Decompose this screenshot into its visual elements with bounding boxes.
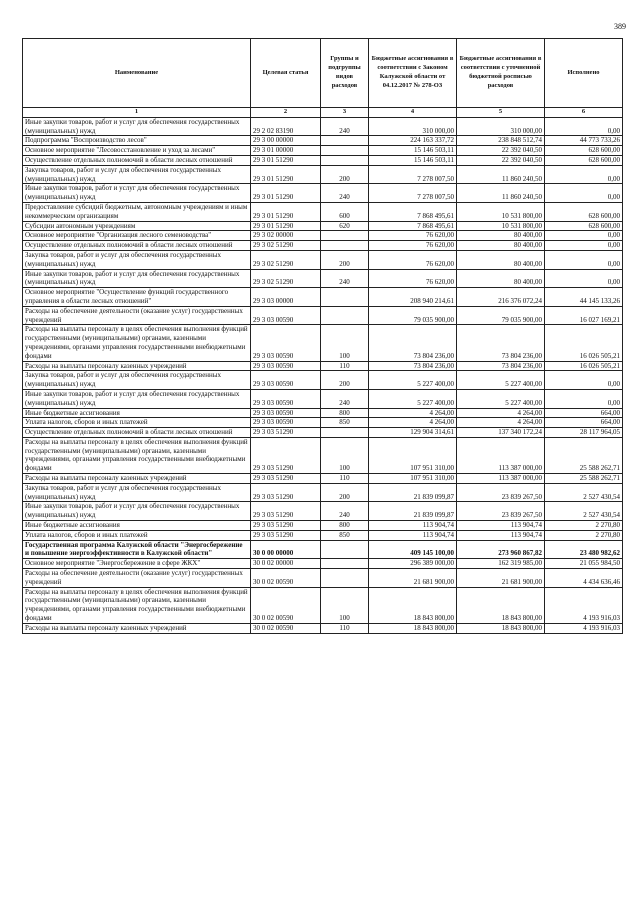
row-expense-group: 850 bbox=[321, 418, 369, 428]
header-executed: Исполнено bbox=[545, 39, 623, 108]
row-executed: 0,00 bbox=[545, 231, 623, 241]
row-target-article: 29 3 03 00590 bbox=[251, 306, 321, 325]
column-index: 1 bbox=[23, 108, 251, 118]
row-executed: 4 193 916,03 bbox=[545, 587, 623, 623]
row-expense-group bbox=[321, 231, 369, 241]
row-executed: 2 270,80 bbox=[545, 521, 623, 531]
row-expense-group: 240 bbox=[321, 502, 369, 521]
row-law-allocation: 296 389 000,00 bbox=[369, 559, 457, 569]
row-law-allocation: 409 145 100,00 bbox=[369, 540, 457, 559]
row-refined-allocation: 310 000,00 bbox=[457, 117, 545, 136]
row-target-article: 30 0 02 00590 bbox=[251, 569, 321, 588]
row-executed: 2 270,80 bbox=[545, 530, 623, 540]
table-row bbox=[23, 437, 623, 473]
row-target-article: 29 3 01 51290 bbox=[251, 202, 321, 221]
row-law-allocation: 4 264,00 bbox=[369, 408, 457, 418]
column-index: 2 bbox=[251, 108, 321, 118]
row-expense-group: 110 bbox=[321, 361, 369, 371]
table-row bbox=[23, 389, 623, 408]
row-name: Основное мероприятие "Лесовосстановление и уход за лесами" bbox=[23, 146, 251, 156]
row-executed: 0,00 bbox=[545, 371, 623, 390]
row-expense-group bbox=[321, 146, 369, 156]
row-refined-allocation: 23 839 267,50 bbox=[457, 483, 545, 502]
table-row bbox=[23, 483, 623, 502]
row-name: Иные бюджетные ассигнования bbox=[23, 408, 251, 418]
row-name: Осуществление отдельных полномочий в области лесных отношений bbox=[23, 155, 251, 165]
row-refined-allocation: 113 387 000,00 bbox=[457, 474, 545, 484]
row-executed: 25 588 262,71 bbox=[545, 437, 623, 473]
row-refined-allocation: 73 804 236,00 bbox=[457, 361, 545, 371]
table-row bbox=[23, 202, 623, 221]
row-expense-group bbox=[321, 136, 369, 146]
row-name: Расходы на выплаты персоналу в целях обеспечения выполнения функций государственными (муниципальными) органами, казенными учреждениями, органами управления государственными внебюджетными фондами bbox=[23, 587, 251, 623]
row-executed: 25 588 262,71 bbox=[545, 474, 623, 484]
row-target-article: 29 3 03 51290 bbox=[251, 502, 321, 521]
row-expense-group bbox=[321, 155, 369, 165]
row-refined-allocation: 79 035 900,00 bbox=[457, 306, 545, 325]
row-expense-group: 800 bbox=[321, 408, 369, 418]
row-expense-group: 240 bbox=[321, 184, 369, 203]
row-law-allocation: 21 681 900,00 bbox=[369, 569, 457, 588]
row-executed: 4 193 916,03 bbox=[545, 623, 623, 633]
table-row bbox=[23, 408, 623, 418]
row-law-allocation: 7 868 495,61 bbox=[369, 221, 457, 231]
row-name: Уплата налогов, сборов и иных платежей bbox=[23, 418, 251, 428]
row-expense-group bbox=[321, 306, 369, 325]
row-expense-group: 800 bbox=[321, 521, 369, 531]
row-expense-group: 850 bbox=[321, 530, 369, 540]
row-name: Иные закупки товаров, работ и услуг для обеспечения государственных (муниципальных) нужд bbox=[23, 269, 251, 288]
row-name: Расходы на выплаты персоналу казенных учреждений bbox=[23, 361, 251, 371]
table-row bbox=[23, 136, 623, 146]
row-expense-group: 110 bbox=[321, 623, 369, 633]
row-target-article: 29 3 01 51290 bbox=[251, 221, 321, 231]
table-row bbox=[23, 474, 623, 484]
row-law-allocation: 79 035 900,00 bbox=[369, 306, 457, 325]
row-expense-group: 100 bbox=[321, 437, 369, 473]
row-executed: 28 117 964,05 bbox=[545, 428, 623, 438]
row-expense-group: 620 bbox=[321, 221, 369, 231]
table-row bbox=[23, 288, 623, 307]
row-law-allocation: 21 839 099,87 bbox=[369, 483, 457, 502]
table-row bbox=[23, 559, 623, 569]
row-target-article: 29 3 01 51290 bbox=[251, 155, 321, 165]
column-index: 6 bbox=[545, 108, 623, 118]
row-target-article: 30 0 00 00000 bbox=[251, 540, 321, 559]
row-executed: 664,00 bbox=[545, 418, 623, 428]
row-target-article: 29 3 03 51290 bbox=[251, 428, 321, 438]
row-law-allocation: 107 951 310,00 bbox=[369, 474, 457, 484]
row-target-article: 29 3 00 00000 bbox=[251, 136, 321, 146]
row-expense-group: 600 bbox=[321, 202, 369, 221]
table-row bbox=[23, 184, 623, 203]
row-name: Предоставление субсидий бюджетным, автономным учреждениям и иным некоммерческим организациям bbox=[23, 202, 251, 221]
table-row bbox=[23, 155, 623, 165]
row-executed: 0,00 bbox=[545, 241, 623, 251]
column-index: 5 bbox=[457, 108, 545, 118]
row-name: Осуществление отдельных полномочий в области лесных отношений bbox=[23, 428, 251, 438]
row-target-article: 29 3 01 51290 bbox=[251, 184, 321, 203]
row-executed: 44 773 733,26 bbox=[545, 136, 623, 146]
row-refined-allocation: 23 839 267,50 bbox=[457, 502, 545, 521]
table-row bbox=[23, 587, 623, 623]
row-target-article: 29 3 03 00590 bbox=[251, 325, 321, 361]
row-executed: 0,00 bbox=[545, 184, 623, 203]
row-law-allocation: 7 868 495,61 bbox=[369, 202, 457, 221]
row-name: Иные закупки товаров, работ и услуг для обеспечения государственных (муниципальных) нужд bbox=[23, 389, 251, 408]
row-refined-allocation: 80 400,00 bbox=[457, 231, 545, 241]
table-row bbox=[23, 165, 623, 184]
table-row bbox=[23, 250, 623, 269]
row-refined-allocation: 5 227 400,00 bbox=[457, 389, 545, 408]
row-name: Закупка товаров, работ и услуг для обеспечения государственных (муниципальных) нужд bbox=[23, 250, 251, 269]
header-law-allocations: Бюджетные ассигнования в соответствии с Законом Калужской области от 04.12.2017 № 278-ОЗ bbox=[369, 39, 457, 108]
row-name: Расходы на выплаты персоналу казенных учреждений bbox=[23, 623, 251, 633]
row-law-allocation: 15 146 503,11 bbox=[369, 155, 457, 165]
row-name: Закупка товаров, работ и услуг для обеспечения государственных (муниципальных) нужд bbox=[23, 483, 251, 502]
row-target-article: 29 2 02 83190 bbox=[251, 117, 321, 136]
row-refined-allocation: 5 227 400,00 bbox=[457, 371, 545, 390]
row-expense-group: 200 bbox=[321, 371, 369, 390]
row-executed: 21 055 984,50 bbox=[545, 559, 623, 569]
row-expense-group bbox=[321, 559, 369, 569]
table-row bbox=[23, 521, 623, 531]
row-name: Закупка товаров, работ и услуг для обеспечения государственных (муниципальных) нужд bbox=[23, 165, 251, 184]
table-row bbox=[23, 530, 623, 540]
row-refined-allocation: 18 843 800,00 bbox=[457, 587, 545, 623]
row-executed: 628 600,00 bbox=[545, 221, 623, 231]
row-target-article: 29 3 02 00000 bbox=[251, 231, 321, 241]
row-executed: 2 527 430,54 bbox=[545, 483, 623, 502]
row-law-allocation: 76 620,00 bbox=[369, 250, 457, 269]
row-refined-allocation: 113 904,74 bbox=[457, 530, 545, 540]
row-law-allocation: 76 620,00 bbox=[369, 269, 457, 288]
row-expense-group bbox=[321, 569, 369, 588]
row-refined-allocation: 238 848 512,74 bbox=[457, 136, 545, 146]
table-row bbox=[23, 117, 623, 136]
row-executed: 0,00 bbox=[545, 117, 623, 136]
row-name: Закупка товаров, работ и услуг для обеспечения государственных (муниципальных) нужд bbox=[23, 371, 251, 390]
header-target-article: Целевая статья bbox=[251, 39, 321, 108]
row-name: Расходы на обеспечение деятельности (оказание услуг) государственных учреждений bbox=[23, 569, 251, 588]
row-name: Осуществление отдельных полномочий в области лесных отношений bbox=[23, 241, 251, 251]
row-refined-allocation: 113 904,74 bbox=[457, 521, 545, 531]
row-executed: 0,00 bbox=[545, 165, 623, 184]
page-number: 389 bbox=[614, 22, 626, 31]
row-name: Расходы на обеспечение деятельности (оказание услуг) государственных учреждений bbox=[23, 306, 251, 325]
row-refined-allocation: 10 531 800,00 bbox=[457, 221, 545, 231]
row-name: Иные бюджетные ассигнования bbox=[23, 521, 251, 531]
table-row bbox=[23, 502, 623, 521]
row-target-article: 29 3 03 00590 bbox=[251, 371, 321, 390]
row-refined-allocation: 10 531 800,00 bbox=[457, 202, 545, 221]
row-law-allocation: 76 620,00 bbox=[369, 231, 457, 241]
row-law-allocation: 113 904,74 bbox=[369, 521, 457, 531]
row-refined-allocation: 22 392 040,50 bbox=[457, 146, 545, 156]
row-refined-allocation: 11 860 240,50 bbox=[457, 184, 545, 203]
row-expense-group: 240 bbox=[321, 117, 369, 136]
table-row bbox=[23, 418, 623, 428]
row-law-allocation: 18 843 800,00 bbox=[369, 623, 457, 633]
row-target-article: 30 0 02 00590 bbox=[251, 587, 321, 623]
row-law-allocation: 5 227 400,00 bbox=[369, 371, 457, 390]
column-index-row bbox=[23, 108, 623, 118]
header-refined-allocations: Бюджетные ассигнования в соответствии с уточненной бюджетной росписью расходов bbox=[457, 39, 545, 108]
table-row bbox=[23, 231, 623, 241]
row-law-allocation: 76 620,00 bbox=[369, 241, 457, 251]
row-name: Иные закупки товаров, работ и услуг для обеспечения государственных (муниципальных) нужд bbox=[23, 117, 251, 136]
table-row bbox=[23, 325, 623, 361]
row-law-allocation: 73 804 236,00 bbox=[369, 325, 457, 361]
row-executed: 0,00 bbox=[545, 250, 623, 269]
table-row bbox=[23, 221, 623, 231]
row-refined-allocation: 73 804 236,00 bbox=[457, 325, 545, 361]
row-name: Уплата налогов, сборов и иных платежей bbox=[23, 530, 251, 540]
row-expense-group: 100 bbox=[321, 587, 369, 623]
row-executed: 628 600,00 bbox=[545, 146, 623, 156]
row-name: Иные закупки товаров, работ и услуг для обеспечения государственных (муниципальных) нужд bbox=[23, 184, 251, 203]
table-row bbox=[23, 623, 623, 633]
row-executed: 664,00 bbox=[545, 408, 623, 418]
row-law-allocation: 224 163 337,72 bbox=[369, 136, 457, 146]
row-executed: 2 527 430,54 bbox=[545, 502, 623, 521]
row-executed: 0,00 bbox=[545, 269, 623, 288]
row-expense-group bbox=[321, 428, 369, 438]
row-name: Подпрограмма "Воспроизводство лесов" bbox=[23, 136, 251, 146]
row-law-allocation: 15 146 503,11 bbox=[369, 146, 457, 156]
row-target-article: 29 3 03 51290 bbox=[251, 521, 321, 531]
row-expense-group: 200 bbox=[321, 165, 369, 184]
row-target-article: 30 0 02 00590 bbox=[251, 623, 321, 633]
row-refined-allocation: 18 843 800,00 bbox=[457, 623, 545, 633]
table-header-row bbox=[23, 39, 623, 108]
row-law-allocation: 73 804 236,00 bbox=[369, 361, 457, 371]
row-executed: 0,00 bbox=[545, 389, 623, 408]
row-executed: 23 480 982,62 bbox=[545, 540, 623, 559]
row-target-article: 29 3 03 00590 bbox=[251, 361, 321, 371]
column-index: 4 bbox=[369, 108, 457, 118]
row-refined-allocation: 4 264,00 bbox=[457, 408, 545, 418]
row-expense-group: 240 bbox=[321, 269, 369, 288]
row-name: Расходы на выплаты персоналу казенных учреждений bbox=[23, 474, 251, 484]
row-executed: 16 026 505,21 bbox=[545, 361, 623, 371]
table-row bbox=[23, 371, 623, 390]
column-index: 3 bbox=[321, 108, 369, 118]
row-law-allocation: 18 843 800,00 bbox=[369, 587, 457, 623]
row-target-article: 29 3 03 51290 bbox=[251, 483, 321, 502]
row-law-allocation: 21 839 099,87 bbox=[369, 502, 457, 521]
row-expense-group: 240 bbox=[321, 389, 369, 408]
table-row bbox=[23, 241, 623, 251]
row-expense-group bbox=[321, 288, 369, 307]
row-refined-allocation: 80 400,00 bbox=[457, 269, 545, 288]
row-target-article: 29 3 03 51290 bbox=[251, 474, 321, 484]
row-refined-allocation: 80 400,00 bbox=[457, 250, 545, 269]
table-body bbox=[23, 117, 623, 633]
row-expense-group: 110 bbox=[321, 474, 369, 484]
row-law-allocation: 5 227 400,00 bbox=[369, 389, 457, 408]
row-law-allocation: 129 904 314,61 bbox=[369, 428, 457, 438]
row-executed: 628 600,00 bbox=[545, 202, 623, 221]
row-name: Расходы на выплаты персоналу в целях обеспечения выполнения функций государственными (муниципальными) органами, казенными учреждениями, органами управления государственными внебюджетными фондами bbox=[23, 437, 251, 473]
row-law-allocation: 113 904,74 bbox=[369, 530, 457, 540]
row-expense-group bbox=[321, 540, 369, 559]
header-name: Наименование bbox=[23, 39, 251, 108]
table-row bbox=[23, 540, 623, 559]
row-expense-group bbox=[321, 241, 369, 251]
row-target-article: 29 3 03 00590 bbox=[251, 408, 321, 418]
row-refined-allocation: 273 960 867,82 bbox=[457, 540, 545, 559]
row-refined-allocation: 137 340 172,24 bbox=[457, 428, 545, 438]
row-name: Иные закупки товаров, работ и услуг для обеспечения государственных (муниципальных) нужд bbox=[23, 502, 251, 521]
row-name: Расходы на выплаты персоналу в целях обеспечения выполнения функций государственными (муниципальными) органами, казенными учреждениями, органами управления государственными внебюджетными фондами bbox=[23, 325, 251, 361]
row-law-allocation: 4 264,00 bbox=[369, 418, 457, 428]
table-row bbox=[23, 428, 623, 438]
row-target-article: 29 3 03 51290 bbox=[251, 530, 321, 540]
row-refined-allocation: 11 860 240,50 bbox=[457, 165, 545, 184]
row-target-article: 29 3 02 51290 bbox=[251, 241, 321, 251]
row-target-article: 29 3 03 51290 bbox=[251, 437, 321, 473]
row-law-allocation: 310 000,00 bbox=[369, 117, 457, 136]
table-row bbox=[23, 146, 623, 156]
row-expense-group: 200 bbox=[321, 483, 369, 502]
row-refined-allocation: 113 387 000,00 bbox=[457, 437, 545, 473]
budget-execution-table bbox=[22, 38, 623, 634]
row-target-article: 29 3 03 00590 bbox=[251, 389, 321, 408]
row-executed: 16 026 505,21 bbox=[545, 325, 623, 361]
row-target-article: 29 3 03 00590 bbox=[251, 418, 321, 428]
table-row bbox=[23, 269, 623, 288]
row-name: Государственная программа Калужской области "Энергосбережение и повышение энергоэффективности в Калужской области" bbox=[23, 540, 251, 559]
row-name: Основное мероприятие "Осуществление функций государственного управления в области лесных отношений" bbox=[23, 288, 251, 307]
row-refined-allocation: 80 400,00 bbox=[457, 241, 545, 251]
row-executed: 4 434 636,46 bbox=[545, 569, 623, 588]
row-refined-allocation: 162 319 985,00 bbox=[457, 559, 545, 569]
row-name: Основное мероприятие "Организация лесного семеноводства" bbox=[23, 231, 251, 241]
row-law-allocation: 7 278 007,50 bbox=[369, 184, 457, 203]
row-name: Субсидии автономным учреждениям bbox=[23, 221, 251, 231]
row-name: Основное мероприятие "Энергосбережение в сфере ЖКХ" bbox=[23, 559, 251, 569]
row-expense-group: 100 bbox=[321, 325, 369, 361]
row-refined-allocation: 4 264,00 bbox=[457, 418, 545, 428]
row-target-article: 29 3 02 51290 bbox=[251, 250, 321, 269]
row-executed: 44 145 133,26 bbox=[545, 288, 623, 307]
row-law-allocation: 208 940 214,61 bbox=[369, 288, 457, 307]
row-law-allocation: 107 951 310,00 bbox=[369, 437, 457, 473]
table-row bbox=[23, 306, 623, 325]
row-target-article: 29 3 03 00000 bbox=[251, 288, 321, 307]
row-law-allocation: 7 278 007,50 bbox=[369, 165, 457, 184]
table-row bbox=[23, 361, 623, 371]
table-row bbox=[23, 569, 623, 588]
header-expense-groups: Группы и подгруппы видов расходов bbox=[321, 39, 369, 108]
row-target-article: 29 3 01 00000 bbox=[251, 146, 321, 156]
row-refined-allocation: 22 392 040,50 bbox=[457, 155, 545, 165]
row-executed: 628 600,00 bbox=[545, 155, 623, 165]
row-target-article: 30 0 02 00000 bbox=[251, 559, 321, 569]
row-refined-allocation: 216 376 072,24 bbox=[457, 288, 545, 307]
row-target-article: 29 3 02 51290 bbox=[251, 269, 321, 288]
row-expense-group: 200 bbox=[321, 250, 369, 269]
row-executed: 16 027 169,21 bbox=[545, 306, 623, 325]
row-target-article: 29 3 01 51290 bbox=[251, 165, 321, 184]
row-refined-allocation: 21 681 900,00 bbox=[457, 569, 545, 588]
